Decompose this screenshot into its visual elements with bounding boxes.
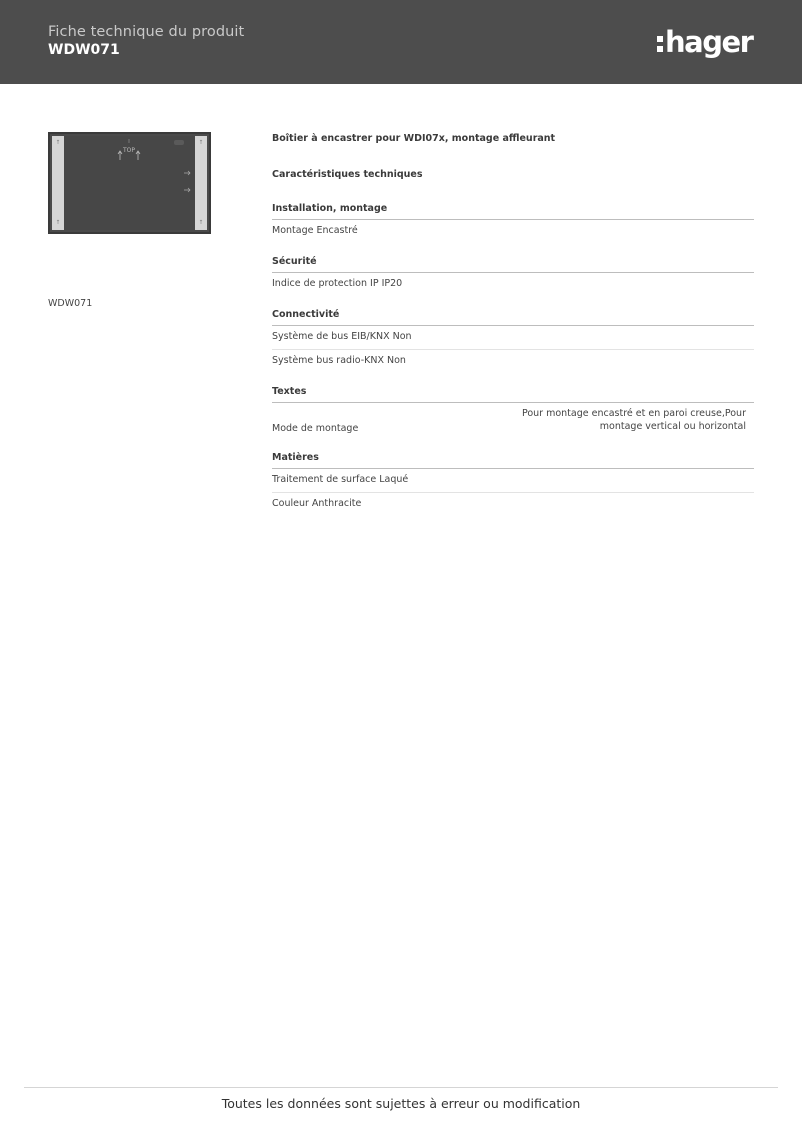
spec-subtitle: Caractéristiques techniques (272, 169, 423, 180)
section-securite (272, 255, 754, 296)
product-image (48, 132, 211, 234)
product-title: Boîtier à encastrer pour WDI07x, montage affleurant (272, 133, 556, 144)
product-caption: WDW071 (48, 298, 93, 309)
footer-disclaimer: Toutes les données sont sujettes à erreur ou modification (221, 1096, 581, 1111)
spec-row (272, 403, 754, 439)
image-top-label: TOP (123, 147, 136, 154)
spec-row (272, 220, 754, 243)
footer-divider (24, 1087, 778, 1088)
spec-row (272, 350, 754, 373)
spec-value: Pour montage encastré et en paroi creuse,Pour montage vertical ou horizontal (521, 408, 746, 432)
hager-logo (657, 22, 752, 62)
spec-row (272, 469, 754, 493)
spec-content (272, 132, 754, 516)
section-title: Sécurité (272, 255, 754, 273)
section-title: Installation, montage (272, 202, 754, 220)
spec-text: Système de bus EIB/KNX Non (272, 331, 412, 342)
spec-row (272, 326, 754, 350)
header-kicker: Fiche technique du produit (48, 24, 245, 40)
section-title: Matières (272, 451, 754, 469)
spec-row (272, 493, 754, 516)
section-textes (272, 385, 754, 439)
spec-label: Mode de montage (272, 423, 359, 434)
section-installation (272, 202, 754, 243)
section-title: Textes (272, 385, 754, 403)
spec-row (272, 273, 754, 296)
section-title: Connectivité (272, 308, 754, 326)
spec-text: Système bus radio-KNX Non (272, 355, 406, 366)
logo-wordmark: hager (665, 24, 753, 59)
logo-colon-icon (657, 36, 663, 52)
header-product-code: WDW071 (48, 42, 120, 58)
section-matieres (272, 451, 754, 516)
section-connectivite (272, 308, 754, 373)
spec-text: Montage Encastré (272, 225, 358, 236)
page-header (0, 0, 802, 84)
spec-text: Couleur Anthracite (272, 498, 362, 509)
spec-text: Traitement de surface Laqué (272, 474, 409, 485)
spec-text: Indice de protection IP IP20 (272, 278, 403, 289)
